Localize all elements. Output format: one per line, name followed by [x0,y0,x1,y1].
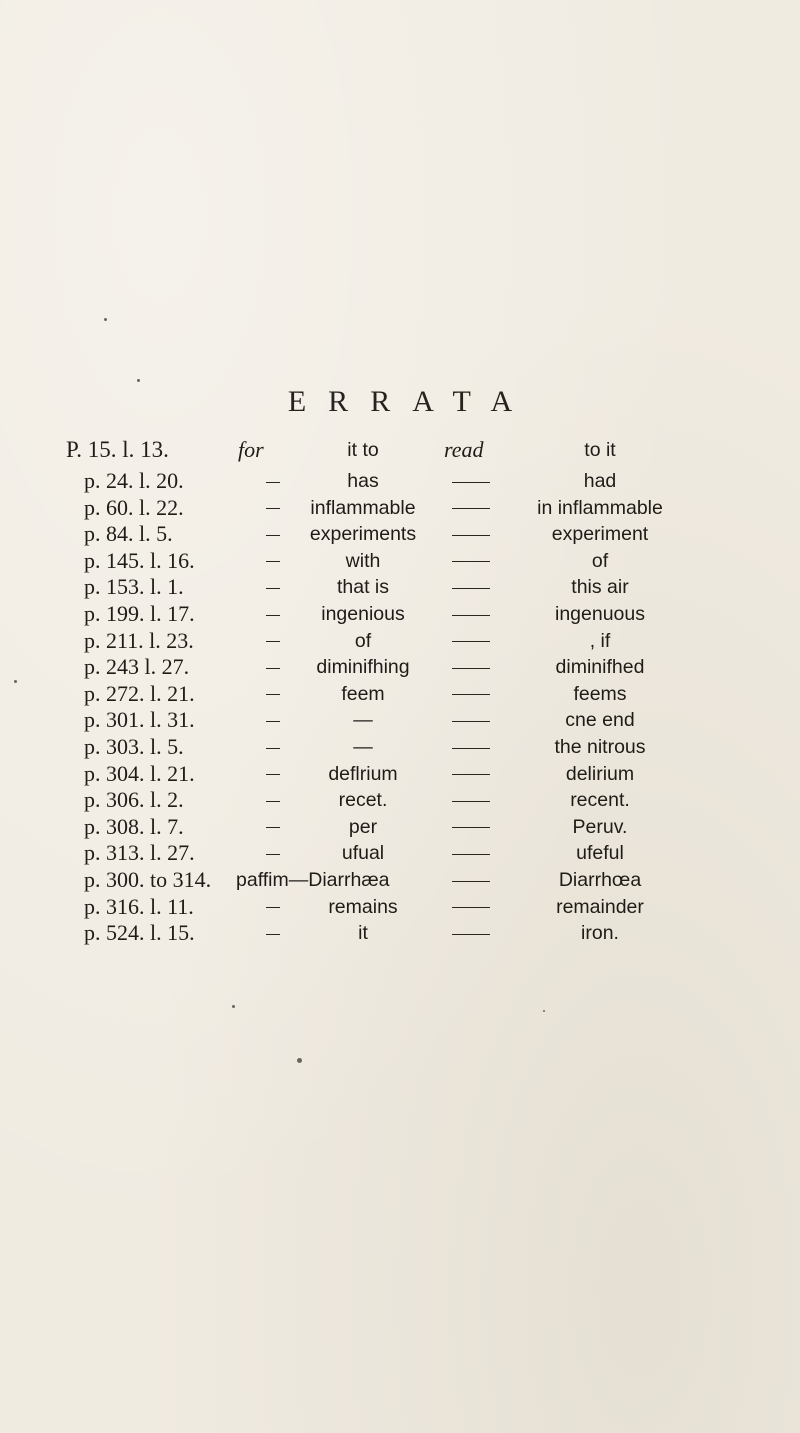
separator-dash [452,734,490,761]
errata-row [0,468,800,495]
separator-dash [452,521,490,548]
errata-row [0,601,800,628]
header-correct-text: to it [584,439,616,461]
corrected-text: , if [589,629,611,652]
corrected-text: iron. [581,922,619,945]
erroneous-text: — [353,735,373,758]
page-line-ref: p. 300. to 314. [84,866,212,892]
corrected-text: ufeful [576,842,624,865]
ink-speck [297,1058,302,1063]
erroneous-text: — [353,709,373,732]
errata-title: ERRATA [287,385,535,418]
errata-row [0,814,800,841]
errata-list [0,468,800,947]
corrected-text: diminifhed [555,656,645,679]
separator-dash [452,920,490,947]
separator-dash [266,920,280,947]
separator-dash [452,654,490,681]
errata-row [0,894,800,921]
page-line-ref: p. 84. l. 5. [84,521,173,547]
errata-row [0,654,800,681]
separator-dash [266,814,280,841]
separator-dash [266,495,280,522]
corrected-text: of [591,549,609,572]
page-line-ref: p. 145. l. 16. [84,547,195,573]
erroneous-text: of [354,629,372,652]
separator-dash [266,787,280,814]
errata-row [0,707,800,734]
errata-row [0,574,800,601]
separator-dash [452,867,490,894]
corrected-text: had [583,470,617,492]
errata-row [0,734,800,761]
page-line-ref: p. 313. l. 27. [84,840,195,866]
separator-dash [266,654,280,681]
page-line-ref: p. 316. l. 11. [84,893,194,919]
separator-dash [266,707,280,734]
ink-speck [137,379,140,382]
erroneous-text: paffim—Diarrhæa [236,868,390,891]
page-line-ref: p. 199. l. 17. [84,600,195,626]
corrected-text: in inflammable [537,496,663,519]
separator-dash [266,628,280,655]
separator-dash [266,734,280,761]
separator-dash [452,761,490,788]
erroneous-text: feem [341,682,385,705]
header-page-ref: P. 15. l. 13. [66,437,169,462]
header-wrong-text: it to [347,439,379,461]
separator-dash [452,468,490,495]
page-line-ref: p. 211. l. 23. [84,627,194,653]
page-line-ref: p. 153. l. 1. [84,574,184,600]
separator-dash [452,628,490,655]
ink-speck [232,1005,235,1008]
corrected-text: the nitrous [554,735,646,758]
separator-dash [266,574,280,601]
page-line-ref: p. 306. l. 2. [84,787,184,813]
errata-row [0,548,800,575]
separator-dash [266,681,280,708]
ink-speck [104,318,107,321]
separator-dash [266,840,280,867]
separator-dash [452,894,490,921]
page-line-ref: p. 304. l. 21. [84,760,195,786]
corrected-text: experiment [551,523,649,546]
separator-dash [266,548,280,575]
erroneous-text: diminifhing [316,656,410,679]
separator-dash [452,814,490,841]
separator-dash [452,574,490,601]
corrected-text: recent. [570,789,630,812]
erroneous-text: has [347,470,379,492]
page-line-ref: p. 301. l. 31. [84,707,195,733]
errata-header-row [0,432,800,468]
erroneous-text: ingenious [321,602,405,625]
separator-dash [266,521,280,548]
erroneous-text: ufual [341,842,385,865]
read-label: read [444,437,484,462]
errata-row [0,628,800,655]
errata-row [0,681,800,708]
separator-dash [452,787,490,814]
errata-row [0,761,800,788]
corrected-text: delirium [565,762,635,785]
erroneous-text: it [358,922,368,945]
page-line-ref: p. 303. l. 5. [84,733,184,759]
erroneous-text: inflammable [310,496,416,519]
page-line-ref: p. 524. l. 15. [84,920,195,946]
separator-dash [266,601,280,628]
page-line-ref: p. 308. l. 7. [84,813,184,839]
separator-dash [452,548,490,575]
separator-dash [266,894,280,921]
corrected-text: Diarrhœa [558,868,642,891]
erroneous-text: remains [328,895,398,918]
errata-row [0,787,800,814]
corrected-text: ingenuous [555,602,645,625]
errata-row [0,867,800,894]
separator-dash [452,840,490,867]
corrected-text: this air [571,576,629,599]
errata-row [0,521,800,548]
separator-dash [452,601,490,628]
erroneous-text: recet. [338,789,388,812]
page-line-ref: p. 243 l. 27. [84,654,190,680]
corrected-text: cne end [565,709,635,732]
corrected-text: feems [573,682,627,705]
ink-speck [14,680,17,683]
separator-dash [266,761,280,788]
page-line-ref: p. 60. l. 22. [84,494,184,520]
separator-dash [452,495,490,522]
corrected-text: remainder [556,895,644,918]
errata-row [0,840,800,867]
page-line-ref: p. 24. l. 20. [84,468,184,493]
erroneous-text: with [345,549,381,572]
errata-row [0,495,800,522]
for-label: for [238,437,264,462]
erroneous-text: that is [336,576,390,599]
separator-dash [452,707,490,734]
page-line-ref: p. 272. l. 21. [84,680,195,706]
erroneous-text: experiments [309,523,417,546]
errata-row [0,920,800,947]
ink-speck [543,1010,545,1012]
corrected-text: Peruv. [572,815,628,838]
separator-dash [266,468,280,495]
separator-dash [452,681,490,708]
erroneous-text: deflrium [328,762,398,785]
erroneous-text: per [348,815,378,838]
